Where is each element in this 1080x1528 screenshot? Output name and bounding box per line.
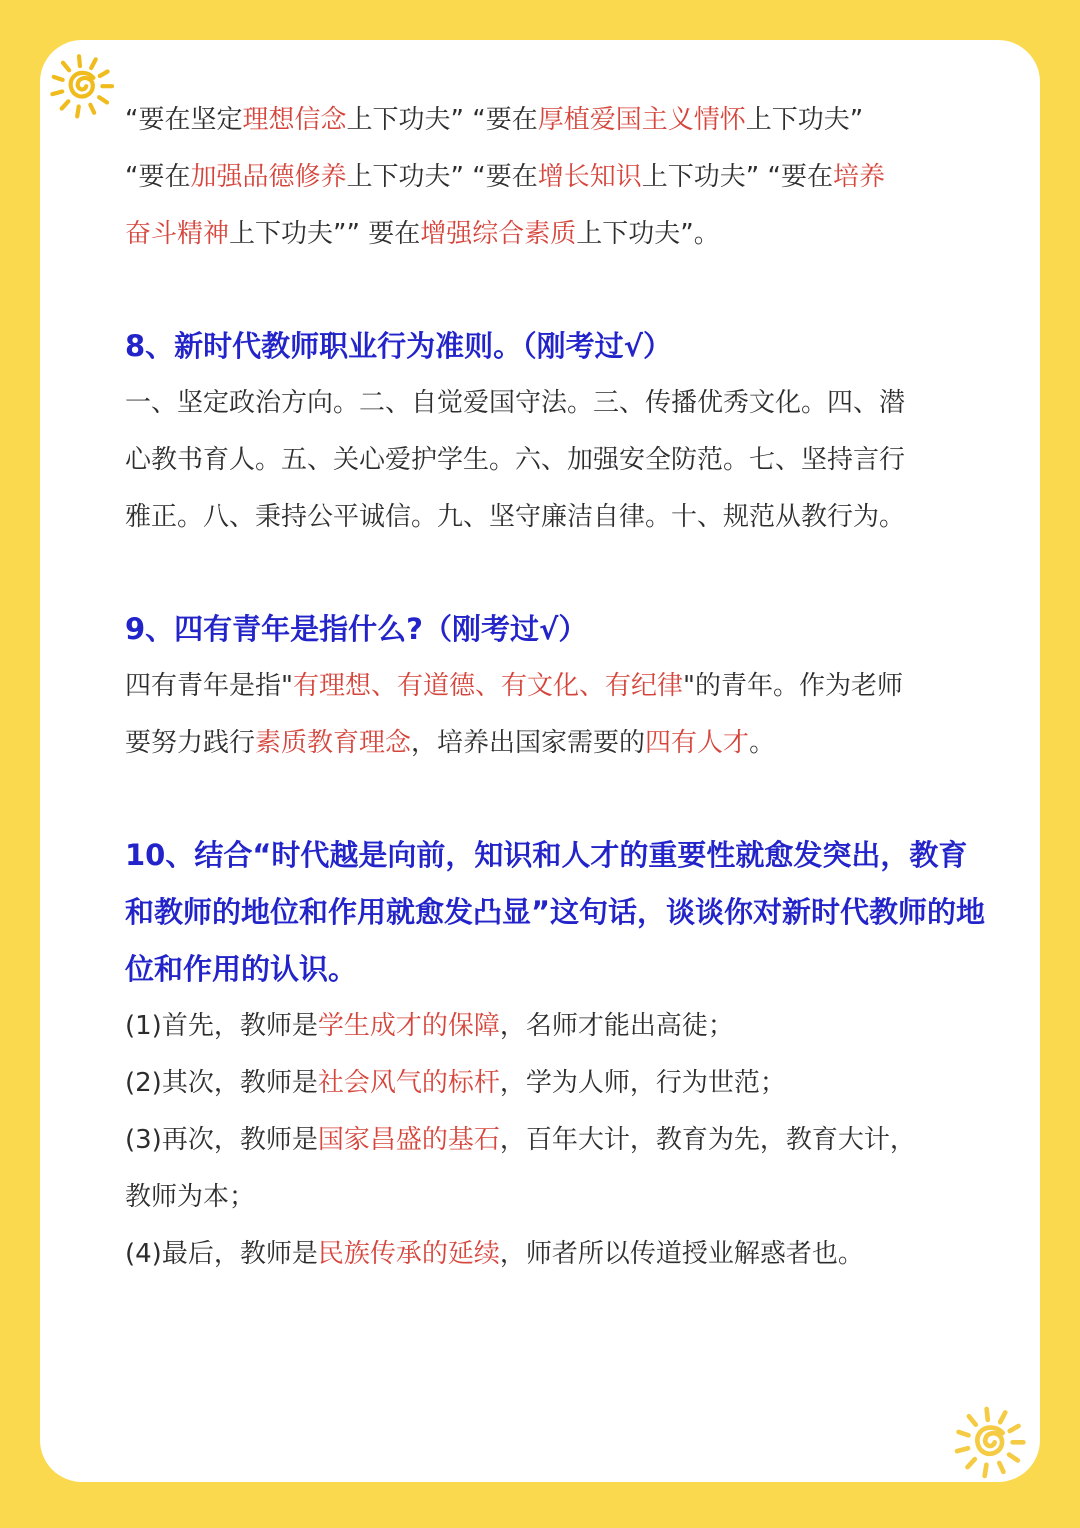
highlighted-text: 有理想、有道德、有文化、有纪律 <box>292 671 683 701</box>
question-8-heading <box>125 318 937 375</box>
body-text: 上下功夫”。 <box>576 219 720 249</box>
body-text: 一、坚定政治方向。二、自觉爱国守法。三、传播优秀文化。四、潜 <box>125 388 906 418</box>
body-text: 雅正。八、秉持公平诚信。九、坚守廉洁自律。十、规范从教行为。 <box>125 502 906 532</box>
body-text: 。 <box>749 728 776 758</box>
text-line <box>125 149 937 206</box>
highlighted-text: 理想信念 <box>242 105 347 135</box>
document-content <box>125 92 986 1338</box>
text-line <box>125 206 937 263</box>
body-text: (3)再次，教师是 <box>125 1125 318 1155</box>
quote-paragraph-body <box>125 92 937 263</box>
body-text: 教师为本； <box>125 1182 256 1212</box>
body-text: 上下功夫” “要在 <box>346 162 538 192</box>
body-text: “要在坚定 <box>125 105 243 135</box>
highlighted-text: 培养 <box>832 162 885 192</box>
body-text: “要在 <box>125 162 191 192</box>
text-line <box>125 489 937 546</box>
text-line <box>125 884 986 941</box>
highlighted-text: 增长知识 <box>537 162 642 192</box>
highlighted-text: 厚植爱国主义情怀 <box>537 105 746 135</box>
body-text: ，培养出国家需要的 <box>411 728 646 758</box>
heading-text: 和教师的地位和作用就愈发凸显”这句话，谈谈你对新时代教师的地 <box>125 895 986 929</box>
text-line <box>125 92 937 149</box>
text-line <box>125 1226 937 1283</box>
section-question-8 <box>125 318 937 546</box>
text-line <box>125 375 937 432</box>
highlighted-text: 增强综合素质 <box>420 219 577 249</box>
section-question-10 <box>125 827 986 1283</box>
body-text: (2)其次，教师是 <box>125 1068 318 1098</box>
text-line <box>125 658 937 715</box>
body-text: "的青年。作为老师 <box>682 671 903 701</box>
heading-text: 9、四有青年是指什么?（刚考过√） <box>125 612 588 646</box>
body-text: 上下功夫”” 要在 <box>229 219 421 249</box>
heading-text: 10、结合“时代越是向前，知识和人才的重要性就愈发突出，教育 <box>125 838 968 872</box>
body-text: ，名师才能出高徒； <box>499 1011 734 1041</box>
heading-text: 位和作用的认识。 <box>125 952 358 986</box>
body-text: 要努力践行 <box>125 728 256 758</box>
highlighted-text: 国家昌盛的基石 <box>317 1125 500 1155</box>
body-text: 上下功夫” “要在 <box>641 162 833 192</box>
sun-icon <box>950 1400 1030 1482</box>
text-line <box>125 1055 937 1112</box>
question-9-body <box>125 658 937 772</box>
body-text: ，百年大计，教育为先，教育大计， <box>499 1125 916 1155</box>
section-question-9 <box>125 601 937 772</box>
body-text: (1)首先，教师是 <box>125 1011 318 1041</box>
section-quote-paragraph <box>125 92 937 263</box>
question-10-body <box>125 998 937 1283</box>
text-line <box>125 432 937 489</box>
body-text: 四有青年是指" <box>125 671 293 701</box>
highlighted-text: 民族传承的延续 <box>317 1239 500 1269</box>
body-text: 心教书育人。五、关心爱护学生。六、加强安全防范。七、坚持言行 <box>125 445 906 475</box>
text-line <box>125 715 937 772</box>
question-10-heading <box>125 827 986 998</box>
body-text: 上下功夫” “要在 <box>346 105 538 135</box>
highlighted-text: 学生成才的保障 <box>317 1011 500 1041</box>
highlighted-text: 社会风气的标杆 <box>317 1068 500 1098</box>
text-line <box>125 1169 937 1226</box>
text-line <box>125 998 937 1055</box>
body-text: ，师者所以传道授业解惑者也。 <box>499 1239 864 1269</box>
question-9-heading <box>125 601 937 658</box>
text-line <box>125 1112 937 1169</box>
question-8-body <box>125 375 937 546</box>
body-text: ，学为人师，行为世范； <box>499 1068 786 1098</box>
text-line <box>125 601 937 658</box>
sun-icon <box>46 44 118 126</box>
text-line <box>125 941 937 998</box>
body-text: (4)最后，教师是 <box>125 1239 318 1269</box>
body-text: 上下功夫” <box>745 105 864 135</box>
highlighted-text: 四有人才 <box>645 728 750 758</box>
highlighted-text: 素质教育理念 <box>255 728 412 758</box>
heading-text: 8、新时代教师职业行为准则。（刚考过√） <box>125 329 673 363</box>
text-line <box>125 318 937 375</box>
highlighted-text: 加强品德修养 <box>190 162 347 192</box>
highlighted-text: 奋斗精神 <box>125 219 230 249</box>
text-line <box>125 827 968 884</box>
